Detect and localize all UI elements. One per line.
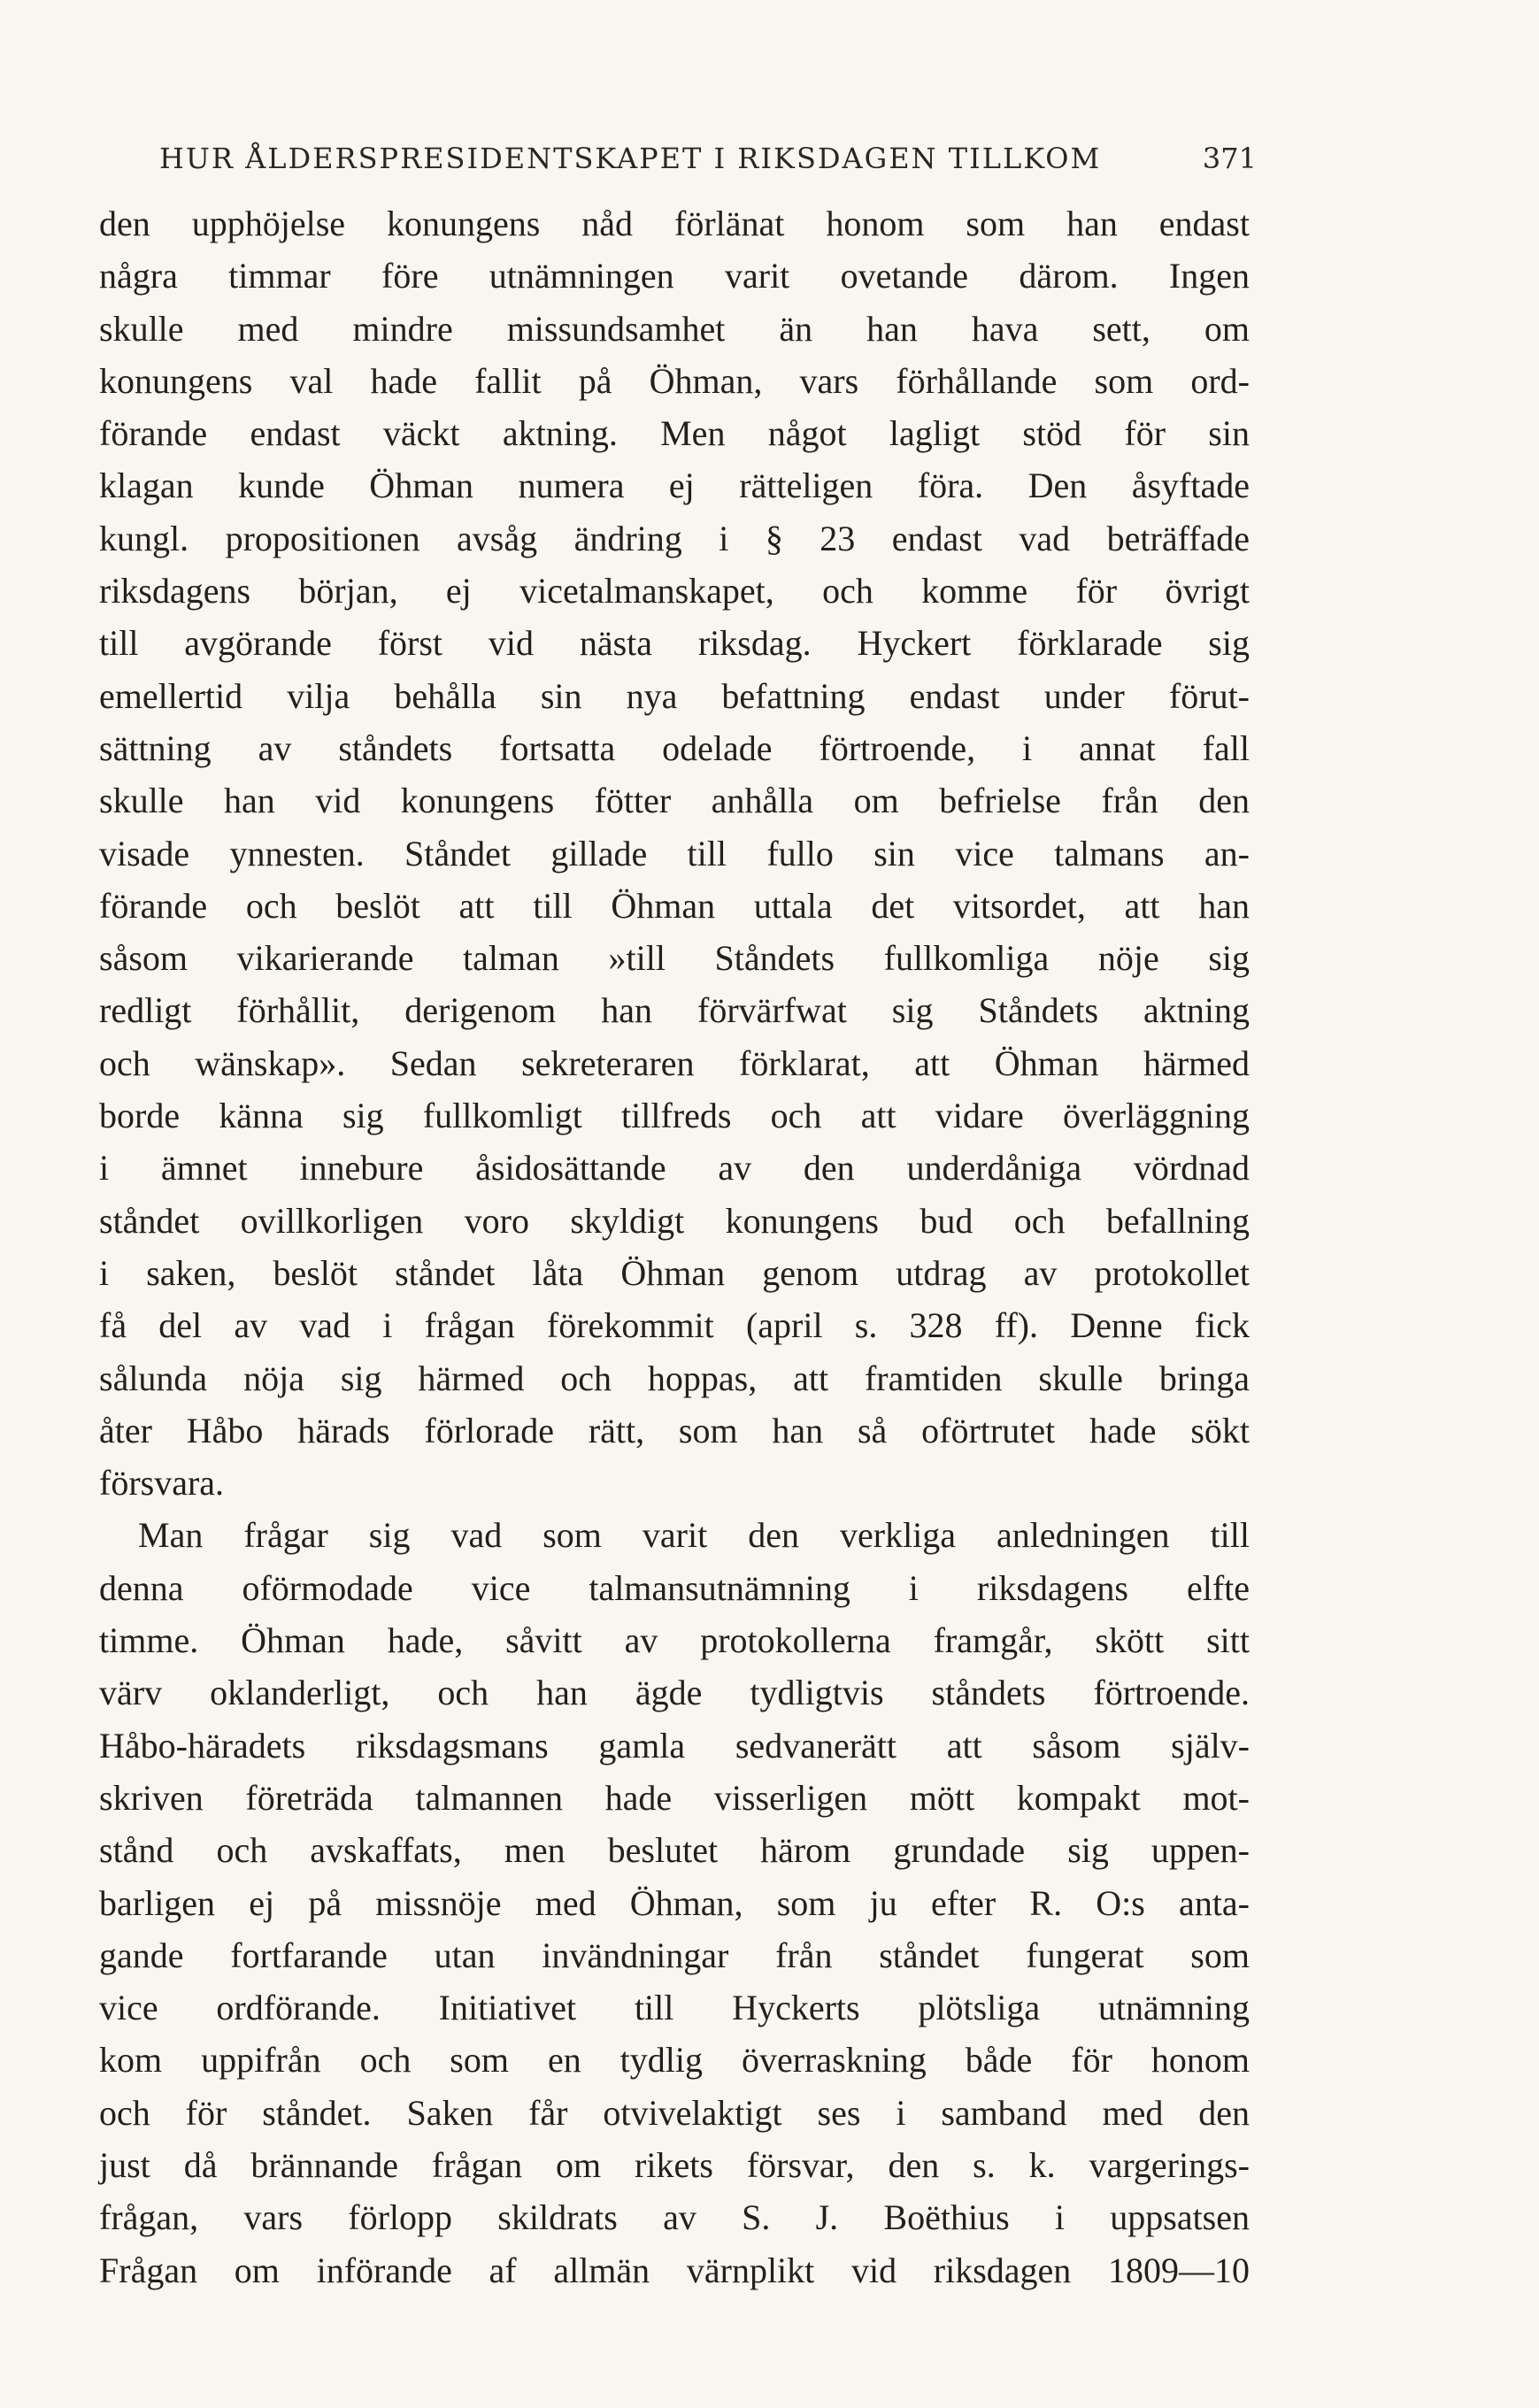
text-line: såsom vikarierande talman »till Ståndets fullkomliga nöje sig (99, 938, 1250, 979)
paragraph-end-line: försvara. (99, 1463, 225, 1504)
text-line: förande endast väckt aktning. Men något lagligt stöd för sin (99, 413, 1250, 454)
text-line: klagan kunde Öhman numera ej rätteligen föra. Den åsyftade (99, 465, 1250, 506)
text-line: stånd och avskaffats, men beslutet härom grundade sig uppen- (99, 1830, 1250, 1871)
running-head: HUR ÅLDERSPRESIDENTSKAPET I RIKSDAGEN TILLKOM (159, 142, 1102, 175)
text-line: just då brännande frågan om rikets försvar, den s. k. vargerings- (99, 2144, 1250, 2185)
text-line: skriven företräda talmannen hade visserligen mött kompakt mot- (99, 1777, 1250, 1818)
text-line: kom uppifrån och som en tydlig överraskning både för honom (99, 2040, 1250, 2081)
text-line: frågan, vars förlopp skildrats av S. J. Boëthius i uppsatsen (99, 2197, 1250, 2238)
text-line: borde känna sig fullkomligt tillfreds och att vidare överläggning (99, 1096, 1250, 1136)
text-line: förande och beslöt att till Öhman uttala det vitsordet, att han (99, 885, 1250, 926)
text-line: redligt förhållit, derigenom han förvärfwat sig Ståndets aktning (99, 990, 1250, 1031)
text-line: och wänskap». Sedan sekreteraren förklarat, att Öhman härmed (99, 1042, 1250, 1083)
text-line: kungl. propositionen avsåg ändring i § 23 endast vad beträffade (99, 518, 1250, 558)
text-line: till avgörande först vid nästa riksdag. Hyckert förklarade sig (99, 623, 1250, 664)
text-line: emellertid vilja behålla sin nya befattning endast under förut- (99, 675, 1250, 716)
text-line: denna oförmodade vice talmansutnämning i riksdagens elfte (99, 1567, 1250, 1608)
paragraph-start-line: Man frågar sig vad som varit den verkliga anledningen till (138, 1515, 1250, 1556)
page-header (159, 142, 1257, 195)
text-line: få del av vad i frågan förekommit (april s. 328 ff). Denne fick (99, 1305, 1250, 1346)
text-line: skulle han vid konungens fötter anhålla om befrielse från den (99, 781, 1250, 821)
text-line: Håbo-häradets riksdagsmans gamla sedvanerätt att såsom själv- (99, 1725, 1250, 1766)
text-line: Frågan om införande af allmän värnplikt vid riksdagen 1809—10 (99, 2250, 1250, 2290)
text-line: sättning av ståndets fortsatta odelade förtroende, i annat fall (99, 727, 1250, 768)
text-line: värv oklanderligt, och han ägde tydligtvis ståndets förtroende. (99, 1673, 1250, 1713)
text-line: och för ståndet. Saken får otvivelaktigt ses i samband med den (99, 2092, 1250, 2133)
text-line: åter Håbo härads förlorade rätt, som han så oförtrutet hade sökt (99, 1410, 1250, 1450)
text-line: några timmar före utnämningen varit ovetande därom. Ingen (99, 256, 1250, 296)
text-line: i ämnet innebure åsidosättande av den underdåniga vördnad (99, 1148, 1250, 1189)
text-line: ståndet ovillkorligen voro skyldigt konungens bud och befallning (99, 1200, 1250, 1241)
text-line: den upphöjelse konungens nåd förlänat honom som han endast (99, 204, 1250, 243)
text-line: riksdagens början, ej vicetalmanskapet, och komme för övrigt (99, 571, 1250, 612)
text-line: visade ynnesten. Ståndet gillade till fullo sin vice talmans an- (99, 833, 1250, 873)
text-line: barligen ej på missnöje med Öhman, som ju efter R. O:s anta- (99, 1882, 1250, 1923)
text-line: gande fortfarande utan invändningar från ståndet fungerat som (99, 1935, 1250, 1975)
text-line: sålunda nöja sig härmed och hoppas, att framtiden skulle bringa (99, 1358, 1250, 1398)
text-line: skulle med mindre missundsamhet än han hava sett, om (99, 308, 1250, 349)
body-text (99, 197, 1250, 2296)
text-line: timme. Öhman hade, såvitt av protokollerna framgår, skött sitt (99, 1620, 1250, 1661)
text-line: vice ordförande. Initiativet till Hyckerts plötsliga utnämning (99, 1988, 1250, 2028)
page-number: 371 (1202, 142, 1257, 175)
text-line: konungens val hade fallit på Öhman, vars förhållande som ord- (99, 360, 1250, 401)
text-line: i saken, beslöt ståndet låta Öhman genom utdrag av protokollet (99, 1252, 1250, 1293)
